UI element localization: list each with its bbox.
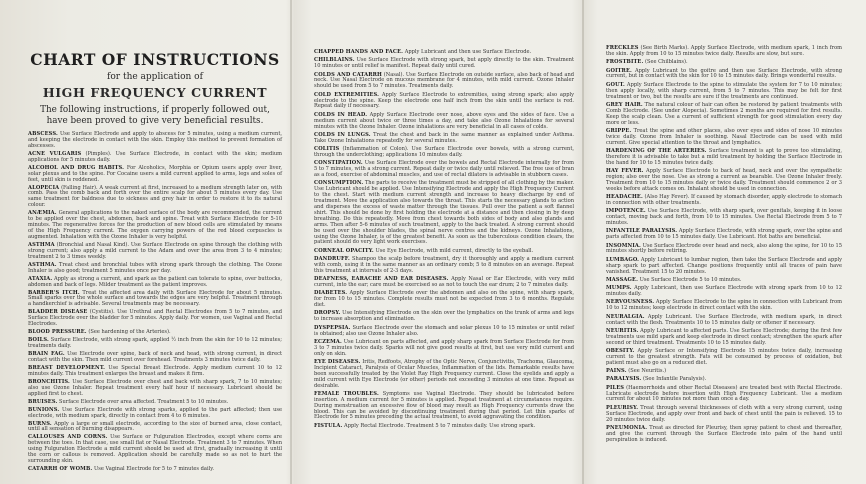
entry-heading: DIABETES. [314, 290, 348, 297]
entry-heading: DANDRUFF. [314, 256, 350, 262]
entry-heading: DEAFNESS, EARACHE AND EAR DISEASES. [314, 276, 449, 283]
entry-heading: PLEURISY. [606, 404, 639, 411]
entry-heading: ACNE VULGARIS [28, 150, 82, 157]
entry-heading: HEADACHE. [606, 194, 643, 201]
instruction-entry [314, 93, 574, 111]
entry-heading: BUNIONS. [28, 406, 60, 413]
entry-body: Apply Surface Electrode, with strong spark, over the spine and parts affected from 10 to 15 minutes daily. Use Lubricant. Hot baths are beneficial. [606, 228, 842, 241]
entry-heading: BLOOD PRESSURE. [28, 329, 87, 336]
entry-heading: HARDENING OF THE ARTERIES. [606, 147, 707, 154]
entry-body: (Pimples). Use Surface Electrode, in contact with the skin; medium applications for 5 minutes daily. [28, 150, 282, 163]
entry-heading: ALCOHOL AND DRUG HABITS. [28, 164, 125, 171]
entry-body: Apply as strong a current, and spark as the patient can tolerate to spine, over buttocks, abdomen and back of legs. Milder treatment as the patient improves. [28, 275, 282, 288]
entry-heading: DYSPEPSIA. [314, 324, 351, 331]
instruction-entry [606, 349, 842, 367]
instruction-entry [28, 243, 282, 261]
entry-heading: EYE DISEASES. [314, 358, 361, 365]
instruction-entry [606, 258, 842, 276]
entry-heading: CATARRH OF WOMB. [28, 466, 93, 473]
entry-heading: COLDS IN HEAD. [314, 111, 368, 118]
entry-body: Treat the chest and back in the same manner as explained under Asthma. Take Ozone Inhalations repeatedly for several minutes. [314, 131, 575, 144]
instruction-entry [28, 467, 282, 473]
instruction-entry [606, 369, 842, 375]
instruction-entry [314, 277, 574, 289]
entry-heading: NEURITIS. [606, 327, 639, 334]
instruction-entry [606, 315, 842, 327]
entry-list-right [606, 46, 842, 444]
instruction-entry [606, 406, 842, 424]
entry-heading: INFANTILE PARALYSIS. [606, 228, 678, 235]
entry-heading: BRUISES. [28, 398, 58, 405]
entry-heading: GRIPPE. [606, 127, 632, 134]
entry-heading: ALOPECIA [28, 184, 60, 191]
instruction-entry [314, 326, 574, 338]
instruction-entry [606, 60, 842, 66]
entry-body: Shampoo the scalp before treatment, dry it thoroughly and apply a medium current with comb, using it in the same manner as an ordinary comb; 5 to 8 minutes on an average. Repeat this treatment at intervals of 2-3 days. [314, 256, 575, 274]
instruction-entry [606, 244, 842, 256]
instruction-entry [28, 330, 282, 336]
entry-heading: FISTULA. [314, 422, 343, 429]
entry-body: Surface Electrode over area affected. Treatment 5 to 10 minutes. [59, 398, 229, 405]
entry-body: Apply Surface Electrode to the spine to stimulate the system for 7 to 10 minutes; then apply locally, with sharp current, from 5 to 7 minutes. This may be felt for first treatment or two, but the results are sure if the treatments are continued. [606, 81, 842, 100]
entry-heading: GOUT. [606, 81, 625, 88]
instruction-entry [606, 209, 842, 227]
entry-body: Use Surface Electrode with strong sparks, applied to the part affected; then use electrode, with medium spark, directly in contact from 4 to 6 minutes. [28, 406, 282, 419]
entry-list-left [28, 132, 282, 473]
instruction-entry [606, 426, 842, 444]
entry-body: Use Eye Electrode, with mild current, directly to the eyeball. [375, 247, 534, 254]
entry-heading: HAY FEVER. [606, 168, 644, 175]
instruction-entry [28, 435, 282, 465]
instruction-entry [314, 360, 574, 390]
entry-heading: COLDS AND CATARRH [314, 71, 383, 78]
entry-heading: PILES [606, 384, 625, 391]
entry-body: General applications to the naked surface of the body are recommended, the current to be applied over the chest, abdomen, back and spine. Treat with Surface Electrode for 5-10 minutes. The regenerative forces for the production of new blood cells are stimulated by means of the High Frequency current. The oxygen carrying powers of the red blood corpuscles is augmented. Inhalation with the Ozone Inhaler is very helpful. [28, 210, 283, 240]
instruction-entry [28, 263, 282, 275]
entry-body: Use Lubricant on parts affected, and apply sharp spark from Surface Electrode for from 3 to 7 minutes twice daily. Sparks will not give good results at first, but use very mild current and only on skin. [314, 338, 574, 357]
instruction-entry [28, 400, 282, 406]
instruction-entry [606, 229, 842, 241]
entry-heading: CONSTIPATION. [314, 160, 363, 167]
entry-body: Use Electrode over spine, back of neck and head, with strong current, in direct contact with the skin. Then mild current over forehead. Treatments 3 minutes twice daily. [28, 351, 283, 363]
entry-heading: NEURALGIA. [606, 313, 645, 320]
document-intro: The following instructions, if properly followed out, have been proved to give very beneficial results. [40, 105, 270, 126]
entry-heading: COLD EXTREMITIES. [314, 91, 380, 98]
instruction-entry [314, 73, 574, 91]
entry-body: (Falling Hair). A weak current at first, increased to a medium strength later on, with comb. Pass the comb back and forth over the entire scalp for about 5 minutes every day. Use same treatment for baldness due to sickness and grey hair in order to restore it to its natural colour. [28, 184, 282, 209]
entry-body: Apply Surface Electrode to the spine in connection with Lubricant from 10 to 12 minutes; keep electrode in direct contact with the skin. [606, 299, 842, 312]
entry-body: Apply Rectal Electrode. Treatment 5 to 7 minutes daily. Use strong spark. [344, 422, 536, 429]
instruction-entry [606, 103, 842, 127]
entry-heading: NERVOUSNESS. [606, 299, 655, 306]
instruction-entry [606, 386, 842, 404]
instruction-entry [606, 149, 842, 167]
entry-body: Apply Surface Electrode over nose, above eyes and the sides of face. Use a medium current about twice or three times a day, and take also Ozone Inhalations for several minutes with the Ozone Inhaler. Ozone inhalations are very beneficial in all cases of colds. [314, 111, 575, 130]
entry-body: Treat the affected area daily with Surface Electrode for about 5 minutes. Small sparks over the whole surface and towards the edges are very helpful. Treatment through a handkerchief is advisable. Several treatments may be necessary. [28, 289, 282, 308]
entry-heading: PARALYSIS. [606, 376, 642, 383]
entry-body: Apply Lubricant, then use Surface Electrode with strong spark from 10 to 12 minutes daily. [606, 285, 842, 298]
entry-body: Use Surface Electrode with strong spark, but apply directly to the skin. Treatment 10 minutes or until relief is manifest. Repeat daily until cured. [314, 57, 574, 70]
entry-body: Apply Surface Electrode to back of head, neck and over the sympathetic region; also over the nose. Use as strong a current as bearable. Use Ozone Inhaler freely. Treatment from 10 to 15 minutes daily or twice daily. Treatment should commence 2 or 3 weeks before attack comes on. Inhalant should be used in connection. [606, 168, 843, 192]
entry-body: Apply Surface or Intensifying Electrode 15 minutes twice daily, increasing current to the greatest strength. Fats will be consumed by process of oxidation, but patient must also go on a reduced diet. [606, 347, 842, 366]
entry-body: Use Surface or Fulguration Electrodes, except where corns are between the toes. In that case, use small flat or Nasal Electrode. Treatment 3 to 7 minutes. When using Fulguration Electrode a mild current should be used at first, gradually increasing it until the corn or callous is removed. Application should be carefully made so as not to hurt the surrounding skin. [28, 434, 282, 465]
instruction-entry [314, 392, 574, 422]
entry-body: Use Special Breast Electrode. Apply medium current 10 to 12 minutes daily. This treatment enlarges the breast and makes it firm. [28, 364, 282, 377]
entry-body: (See Chilblains). [645, 59, 688, 66]
entry-heading: ASTHMA [28, 241, 55, 248]
entry-body: Apply Lubricant and then use Surface Electrode. [404, 49, 532, 55]
entry-heading: CHAPPED HANDS AND FACE. [314, 49, 404, 55]
entry-body: Use Vaginal Electrode for 5 to 7 minutes daily. [93, 466, 215, 473]
column-middle [306, 0, 582, 484]
entry-heading: BARBER'S ITCH. [28, 289, 80, 296]
entry-body: Treat through several thicknesses of cloth with a very strong current, using Surface Electrode, and apply over front and back of chest until the pain is relieved. 15 to 20 minutes twice daily. [606, 404, 842, 423]
entry-body: Use Surface Electrode over chest and back with sharp spark, 7 to 10 minutes; also use Ozone Inhaler. Repeat treatment every half hour if necessary. Lubricant should be applied first to chest. [28, 378, 282, 397]
entry-heading: OBESITY. [606, 347, 635, 354]
instruction-entry [606, 286, 842, 298]
instruction-entry [28, 422, 282, 434]
column-left [20, 0, 290, 484]
entry-heading: GREY HAIR. [606, 101, 643, 108]
instruction-entry [28, 352, 282, 364]
instruction-entry [314, 311, 574, 323]
instruction-entry [606, 83, 842, 101]
document-main-heading: HIGH FREQUENCY CURRENT [42, 85, 268, 100]
entry-heading: CONSUMPTION. [314, 180, 364, 187]
entry-heading: COLDS IN LUNGS. [314, 131, 371, 138]
instruction-entry [606, 377, 842, 383]
entry-body: Apply Surface Electrode to extremities, using strong spark; also apply electrode to the spine. Keep the electrode one half inch from the skin until the surface is red. Repeat daily if necessary. [314, 91, 574, 110]
entry-body: Treat chest and bronchial tubes with strong spark through the clothing. The Ozone Inhaler is also good; treatment 5 minutes once per day. [28, 261, 282, 274]
entry-heading: CHILBLAINS. [314, 57, 355, 64]
entry-body: The natural colour of hair can often be restored by patient treatments with Comb Electrode. (See under Alopecia). Sometimes 2 months are required for first results. Keep the scalp clean. Use a current of sufficient strength for good stimulation every day more or less. [606, 101, 843, 126]
entry-heading: DROPSY. [314, 310, 341, 317]
instruction-entry [314, 257, 574, 275]
instruction-entry [28, 186, 282, 210]
instruction-entry [606, 169, 842, 193]
instruction-entry [314, 133, 574, 145]
entry-heading: BURNS. [28, 420, 52, 427]
entry-body: (Haemorrhoids and other Rectal Diseases) are treated best with Rectal Electrode. Lubricate electrode before insertion with High Frequency Lubricant. Use a medium current for about 10 minutes not more than once a day. [606, 384, 843, 403]
entry-body: (See hardening of the Arteries). [88, 329, 171, 336]
entry-list-middle [314, 50, 574, 430]
entry-heading: ECZEMA. [314, 338, 342, 345]
entry-body: (Bronchial and Nasal Kind). Use Surface Electrode on spine through the clothing with strong current; also apply a mild current to the Adam and over the area from 3 to 4 minutes; treatment 2 to 3 times weekly. [28, 241, 282, 260]
instruction-entry [314, 424, 574, 430]
instruction-entry [606, 46, 842, 58]
entry-body: Use Surface Electrode and apply to abscess for 5 minutes, using a medium current, and keeping the electrode in contact with the skin. Employ this method to prevent formation of abscesses. [28, 131, 283, 149]
entry-heading: CALLOUSES AND CORNS. [28, 434, 108, 441]
instruction-entry [314, 50, 574, 56]
entry-body: (Also Hay Fever). If caused by stomach disorder, apply electrode to stomach in connection with other treatments. [606, 194, 843, 206]
entry-body: (Cystitis). Use Urethral and Rectal Electrodes from 5 to 7 minutes, and Surface Electrode over the bladder for 5 minutes. Apply daily. For women, use Vaginal and Rectal Electrodes. [28, 309, 282, 328]
entry-heading: BLADDER DISEASE [28, 309, 88, 316]
entry-body: (Nasal). Use Surface Electrode on outside surface, also back of head and neck. Use Nasal Electrode on mucous membrane for 4 minutes, with mild current. Ozone Inhaler should be used from 5 to 7 minutes. Treatments daily. [314, 71, 574, 90]
entry-heading: MUMPS. [606, 285, 632, 292]
entry-body: Use Surface Electrode over the bowels and Rectal Electrode internally for from 5 to 7 minutes, with a strong current. Repeat daily or twice daily until relieved. The free use of bran as a food, exercise of abdominal muscles, and use of rectal dilators is advisable in stubborn cases. [314, 160, 574, 179]
entry-heading: ABSCESS. [28, 131, 58, 137]
instruction-entry [606, 195, 842, 207]
instruction-entry [28, 366, 282, 378]
document-subtitle: for the application of [107, 72, 203, 82]
entry-heading: PAINS. [606, 368, 627, 375]
entry-body: Use Surface Electrode 5 to 10 minutes. [639, 276, 742, 283]
instruction-entry [606, 69, 842, 81]
instruction-entry [314, 113, 574, 131]
fold-line [582, 0, 584, 484]
entry-body: Use Surface Electrode over head and neck, also along the spine, for 10 to 15 minutes shortly before retiring. [606, 242, 843, 255]
instruction-entry [606, 278, 842, 284]
entry-heading: CORNEAL OPACITY. [314, 247, 374, 254]
entry-body: Treat as directed for Pleurisy, then spray patient to chest and thereafter, and give the current through the Surface Electrode into palm of the hand until perspiration is induced. [606, 424, 843, 443]
instruction-entry [28, 380, 282, 398]
instruction-entry [28, 310, 282, 328]
instruction-entry [606, 300, 842, 312]
instruction-entry [606, 329, 842, 347]
entry-body: For Alcoholics, Morphia or Opium users apply over liver, solar plexus and to the spine. For Cocaine users a mild current applied to arms, legs and soles of feet, until skin is reddened. [28, 164, 282, 183]
entry-body: Apply Lubricant to affected parts. Use Surface Electrode; during the first few treatments use mild spark and keep electrode in direct contact; strengthen the spark after second or third treatment. Treatments 10 to 15 minutes daily. [606, 327, 842, 346]
entry-body: (Inflammation of Colon). Use Surface Electrode over bowels, with a strong current, through the underclothing; applications 10 minutes daily. [314, 146, 575, 158]
entry-heading: FROSTBITE. [606, 59, 644, 66]
instruction-entry [28, 408, 282, 420]
chart-header [28, 50, 282, 126]
column-right [598, 0, 850, 484]
entry-heading: ANÆMIA. [28, 210, 57, 217]
instruction-entry [28, 291, 282, 309]
entry-heading: GOITRE. [606, 67, 632, 74]
entry-heading: BREAST DEVELOPMENT. [28, 364, 106, 371]
entry-body: (See Neuritis.) [628, 368, 667, 375]
entry-heading: BRONCHITIS. [28, 378, 70, 385]
instruction-entry [314, 249, 574, 255]
entry-heading: MASSAGE. [606, 276, 638, 283]
instruction-entry [28, 338, 282, 350]
entry-heading: COLITIS [314, 146, 340, 153]
entry-body: Iritis, Redfoots, Atrophy of the Optic Nerve, Conjunctivitis, Trachoma, Glaucoma, Incipient Cataract, Paralysis of Ocular Muscles, Inflammation of the lids. Remarkable results have been successfully treated by the Violet Ray High Frequency current. Close the eyelids and apply a mild current with Eye Electrode (or other) periods not exceeding 3 minutes at one time. Repeat as desirable. [314, 358, 574, 389]
entry-body: Apply Lubricant. Use Surface Electrode, with medium spark, in direct contact with the flesh. Treatments 10 to 15 minutes daily or oftener if necessary. [606, 313, 843, 326]
entry-heading: LUMBAGO. [606, 256, 640, 263]
entry-body: Symptoms use Vaginal Electrode. They should be lubricated before insertion. A medium current for 5 minutes is applied. Repeat treatment at circumstances require. During menstruation an excessive flow of blood may result as High Frequency currents draw the blood. This can be avoided by discontinuing treatment during that period. Let thin sparks of Electrode for 5 minutes preceding the actual treatment, to avoid aggravating the condition. [314, 390, 574, 421]
entry-body: (See Birth Marks). Apply Surface Electrode, with medium spark, 1 inch from the skin. Apply from 10 to 15 minutes twice daily. Results are slow, but sure. [606, 45, 842, 57]
entry-heading: ASTHMA. [28, 261, 57, 268]
instruction-entry [314, 291, 574, 309]
entry-body: Surface Electrode, with strong spark, applied ½ inch from the skin for 10 to 12 minutes; treatments daily. [28, 337, 282, 350]
instruction-entry [28, 277, 282, 289]
entry-heading: FEMALE TROUBLES. [314, 390, 379, 397]
document-title: CHART OF INSTRUCTIONS [30, 50, 280, 69]
instruction-entry [314, 58, 574, 70]
instruction-entry [314, 147, 574, 159]
entry-heading: INSOMNIA. [606, 242, 641, 249]
entry-body: Apply Lubricant to lumbar region, then take the Surface Electrode and apply sharp spark to part affected. Change positions frequently until all traces of pain have vanished. Treatment 15 to 20 minutes. [606, 256, 842, 275]
instruction-entry [28, 152, 282, 164]
instruction-entry [28, 166, 282, 184]
entry-body: Treat the spine and other places, also over eyes and sides of nose 10 minutes twice daily. Ozone from Inhaler is soothing. Nasal Electrode can be used with mild current. Give special attention to the throat and lymphatics. [606, 127, 843, 146]
instruction-entry [314, 340, 574, 358]
entry-body: Apply Nasal or Ear Electrode, with very mild current, into the ear; care must be exercised so as not to touch the ear drum; 2 to 7 minutes daily. [314, 276, 575, 289]
entry-body: Apply Surface Electrode over the abdomen and also on the spine, with sharp spark, for from 10 to 15 minutes. Complete results must not be expected from 3 to 6 months. Regulate diet. [314, 290, 574, 309]
entry-body: The parts to receive the treatment must be stripped of all clothing by the maker. Use Lubricant should be applied. Use Intensifying Electrode and apply the High Frequency Current to the chest. Start with medium current strength and increase to heavy discharge by end of treatment. Move the application also towards the throat. This starts the necessary glands to action and disperses the excess of waste matter through the tissues. Pull over the patient a soft flannel shirt. This should be done by first holding the electrode at a distance and then closing in by deep breathing. Do this repeatedly. Move from chest towards both sides of body and also glands and arms. Then after 5-6 minutes of such treatment, apply to the back treated. A strong current should be used over the shoulder blades, the spinal nerve centres and the kidneys. Ozone Inhalations, using the Ozone Inhaler, is of the greatest benefit. As soon as the tuberculous condition clears, the patient should do very light work exercises. [314, 180, 574, 246]
fold-line [290, 0, 292, 484]
entry-heading: ATAXIA. [28, 275, 53, 282]
entry-heading: BRAIN FAG. [28, 351, 65, 358]
entry-body: Apply a large or small electrode, according to the size of burned area, close contact, until all sensation of burning disappears. [28, 420, 282, 433]
entry-heading: IMPOTENCE. [606, 208, 646, 215]
instruction-entry [606, 129, 842, 147]
entry-body: (See Infantile Paralysis). [642, 376, 707, 383]
instruction-entry [314, 161, 574, 179]
entry-heading: PNEUMONIA. [606, 424, 648, 431]
instruction-entry [28, 211, 282, 241]
entry-heading: BOILS. [28, 337, 49, 344]
entry-body: Surface treatment is apt to prove too stimulating, therefore it is advisable to take but a mild treatment by holding the Surface Electrode in the hand for 10 to 15 minutes twice daily. [606, 147, 842, 166]
entry-body: Surface Electrode over the stomach and solar plexus 10 to 15 minutes or until relief is obtained; also use Ozone Inhaler also. [314, 324, 574, 337]
entry-body: Use Surface Electrode, with sharp spark, over genitals, keeping it in loose contact, moving back and forth, from 10 to 15 minutes. Use Rectal Electrode from 5 to 7 minutes. [606, 208, 842, 227]
entry-body: Apply Lubricant to the goitre and then use Surface Electrode, with strong current, but in contact with the skin for 10 to 15 minutes daily. Brings wonderful results. [606, 67, 842, 80]
entry-heading: FRECKLES [606, 45, 639, 51]
instruction-entry [314, 181, 574, 246]
instruction-entry [28, 132, 282, 150]
entry-body: Use Intensifying Electrode on the skin over the lymphatics on the trunk of arms and legs to increase absorption and elimination. [314, 310, 574, 323]
